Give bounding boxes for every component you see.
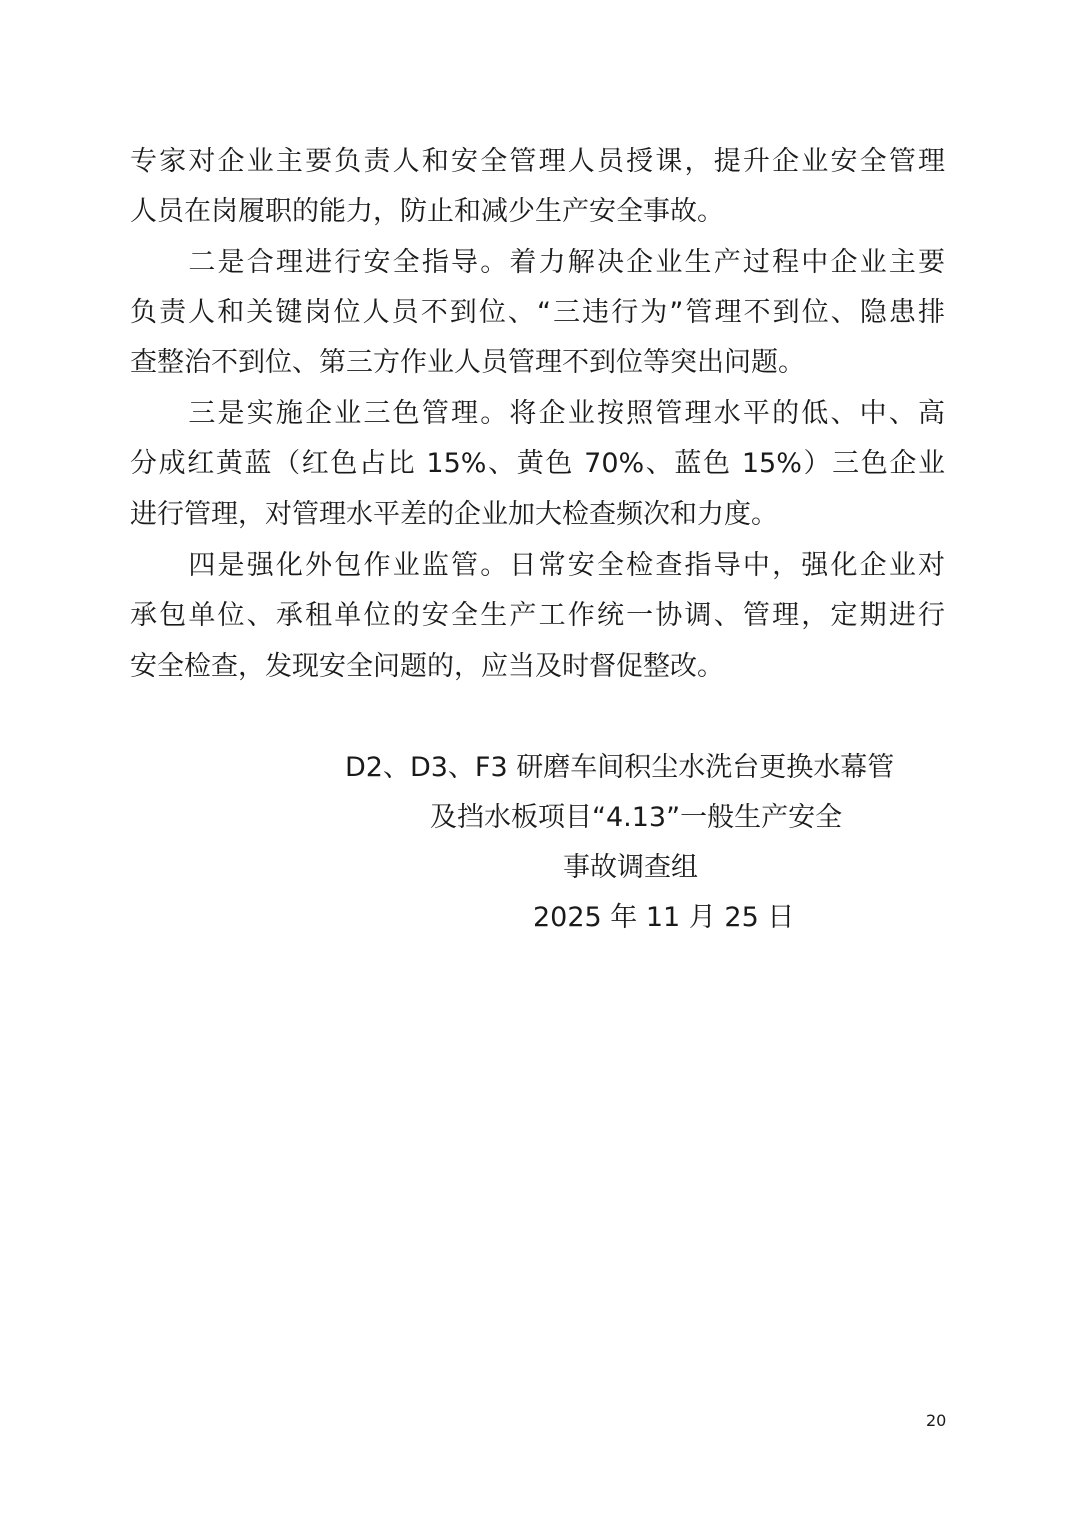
signature-line: 事故调查组 — [563, 852, 698, 883]
body-line: 人员在岗履职的能力，防止和减少生产安全事故。 — [130, 196, 724, 227]
body-line: 查整治不到位、第三方作业人员管理不到位等突出问题。 — [130, 347, 805, 378]
body-line: 安全检查，发现安全问题的，应当及时督促整改。 — [130, 651, 724, 682]
body-line: 分成红黄蓝（红色占比 15%、黄色 70%、蓝色 15%）三色企业 — [130, 448, 945, 479]
body-line: 承包单位、承租单位的安全生产工作统一协调、管理，定期进行 — [130, 600, 945, 631]
signature-line: 及挡水板项目“4.13”一般生产安全 — [430, 802, 843, 833]
signature-line: D2、D3、F3 研磨车间积尘水洗台更换水幕管 — [345, 752, 895, 783]
signature-date: 2025 年 11 月 25 日 — [533, 902, 795, 933]
body-line: 三是实施企业三色管理。将企业按照管理水平的低、中、高 — [130, 398, 945, 429]
body-line: 负责人和关键岗位人员不到位、“三违行为”管理不到位、隐患排 — [130, 297, 945, 328]
body-line: 专家对企业主要负责人和安全管理人员授课，提升企业安全管理 — [130, 146, 945, 177]
page-number: 20 — [926, 1411, 947, 1430]
body-line: 进行管理，对管理水平差的企业加大检查频次和力度。 — [130, 499, 778, 530]
body-line: 四是强化外包作业监管。日常安全检查指导中，强化企业对 — [130, 550, 945, 581]
body-line: 二是合理进行安全指导。着力解决企业生产过程中企业主要 — [130, 247, 945, 278]
